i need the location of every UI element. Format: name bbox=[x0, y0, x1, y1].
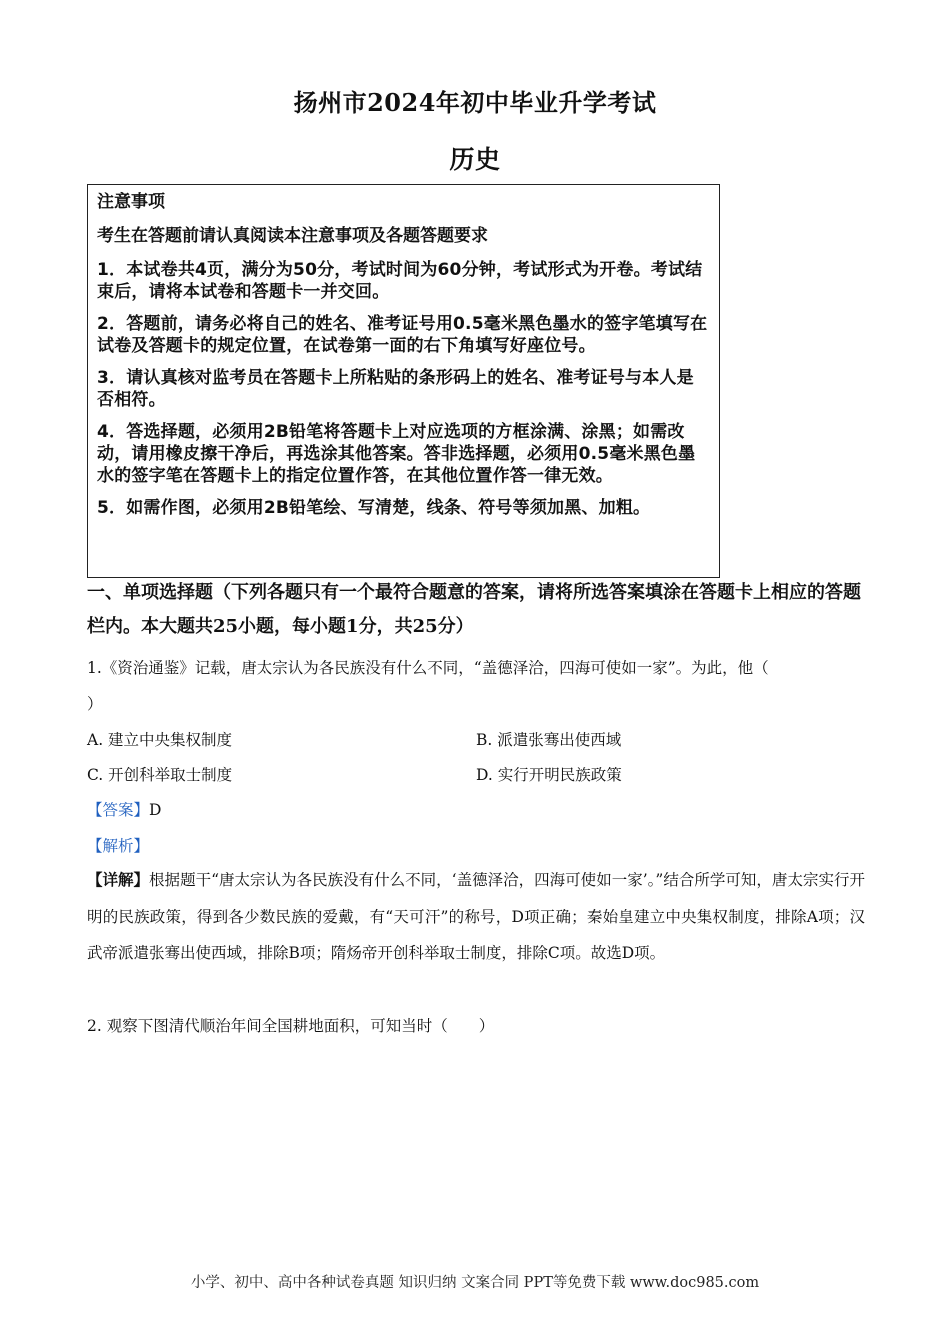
option-b: B. 派遣张骞出使西域 bbox=[476, 731, 622, 749]
detail-label: 【详解】 bbox=[87, 870, 150, 889]
subject-title: 历史 bbox=[449, 145, 501, 174]
notice-item-1: 1．本试卷共4页，满分为50分，考试时间为60分钟，考试形式为开卷。考试结束后，请将本试卷和答题卡一并交回。 bbox=[97, 260, 703, 302]
detail-text: 根据题干“唐太宗认为各民族没有什么不同，‘盖德泽洽，四海可使如一家’。”结合所学可知，唐太宗实行开明的民族政策，得到各少数民族的爱戴，有“天可汗”的称号，D项正确；秦始皇建立中央集权制度，排除A项；汉武帝派遣张骞出使西域，排除B项；隋炀帝开创科举取士制度，排除C项。故选D项。 bbox=[87, 871, 865, 962]
notice-item-2: 2．答题前，请务必将自己的姓名、准考证号用0.5毫米黑色墨水的签字笔填写在试卷及答题卡的规定位置，在试卷第一面的右下角填写好座位号。 bbox=[97, 314, 708, 356]
question-1-stem: 1.《资治通鉴》记载，唐太宗认为各民族没有什么不同，“盖德泽洽，四海可使如一家”。为此，他（ bbox=[87, 659, 769, 677]
answer-line bbox=[87, 800, 161, 820]
notice-item-3: 3．请认真核对监考员在答题卡上所粘贴的条形码上的姓名、准考证号与本人是否相符。 bbox=[97, 368, 694, 410]
option-a: A. 建立中央集权制度 bbox=[87, 731, 233, 749]
answer-value: D bbox=[149, 801, 162, 819]
question-1-stem-end: ） bbox=[87, 695, 103, 713]
notice-item-5: 5．如需作图，必须用2B铅笔绘、写清楚，线条、符号等须加黑、加粗。 bbox=[97, 498, 651, 518]
option-d: D. 实行开明民族政策 bbox=[476, 766, 622, 784]
section-title: 一、单项选择题（下列各题只有一个最符合题意的答案，请将所选答案填涂在答题卡上相应的答题栏内。本大题共25小题，每小题1分，共25分） bbox=[87, 582, 861, 637]
notice-item-4: 4．答选择题，必须用2B铅笔将答题卡上对应选项的方框涂满、涂黑；如需改动，请用橡皮擦干净后，再选涂其他答案。答非选择题，必须用0.5毫米黑色墨水的签字笔在答题卡上的指定位置作答，在其他位置作答一律无效。 bbox=[97, 422, 696, 486]
footer-text: 小学、初中、高中各种试卷真题 知识归纳 文案合同 PPT等免费下载 www.doc985.com bbox=[190, 1275, 760, 1291]
notice-heading: 注意事项 bbox=[97, 192, 165, 212]
option-c: C. 开创科举取士制度 bbox=[87, 766, 233, 784]
exam-title: 扬州市2024年初中毕业升学考试 bbox=[293, 88, 657, 117]
answer-label: 【答案】 bbox=[87, 801, 150, 819]
question-2-stem: 2. 观察下图清代顺治年间全国耕地面积，可知当时（ ） bbox=[87, 1017, 495, 1035]
notice-box bbox=[87, 184, 720, 578]
detail-paragraph bbox=[87, 862, 865, 972]
analysis-label: 【解析】 bbox=[87, 837, 150, 855]
notice-intro: 考生在答题前请认真阅读本注意事项及各题答题要求 bbox=[97, 226, 488, 246]
